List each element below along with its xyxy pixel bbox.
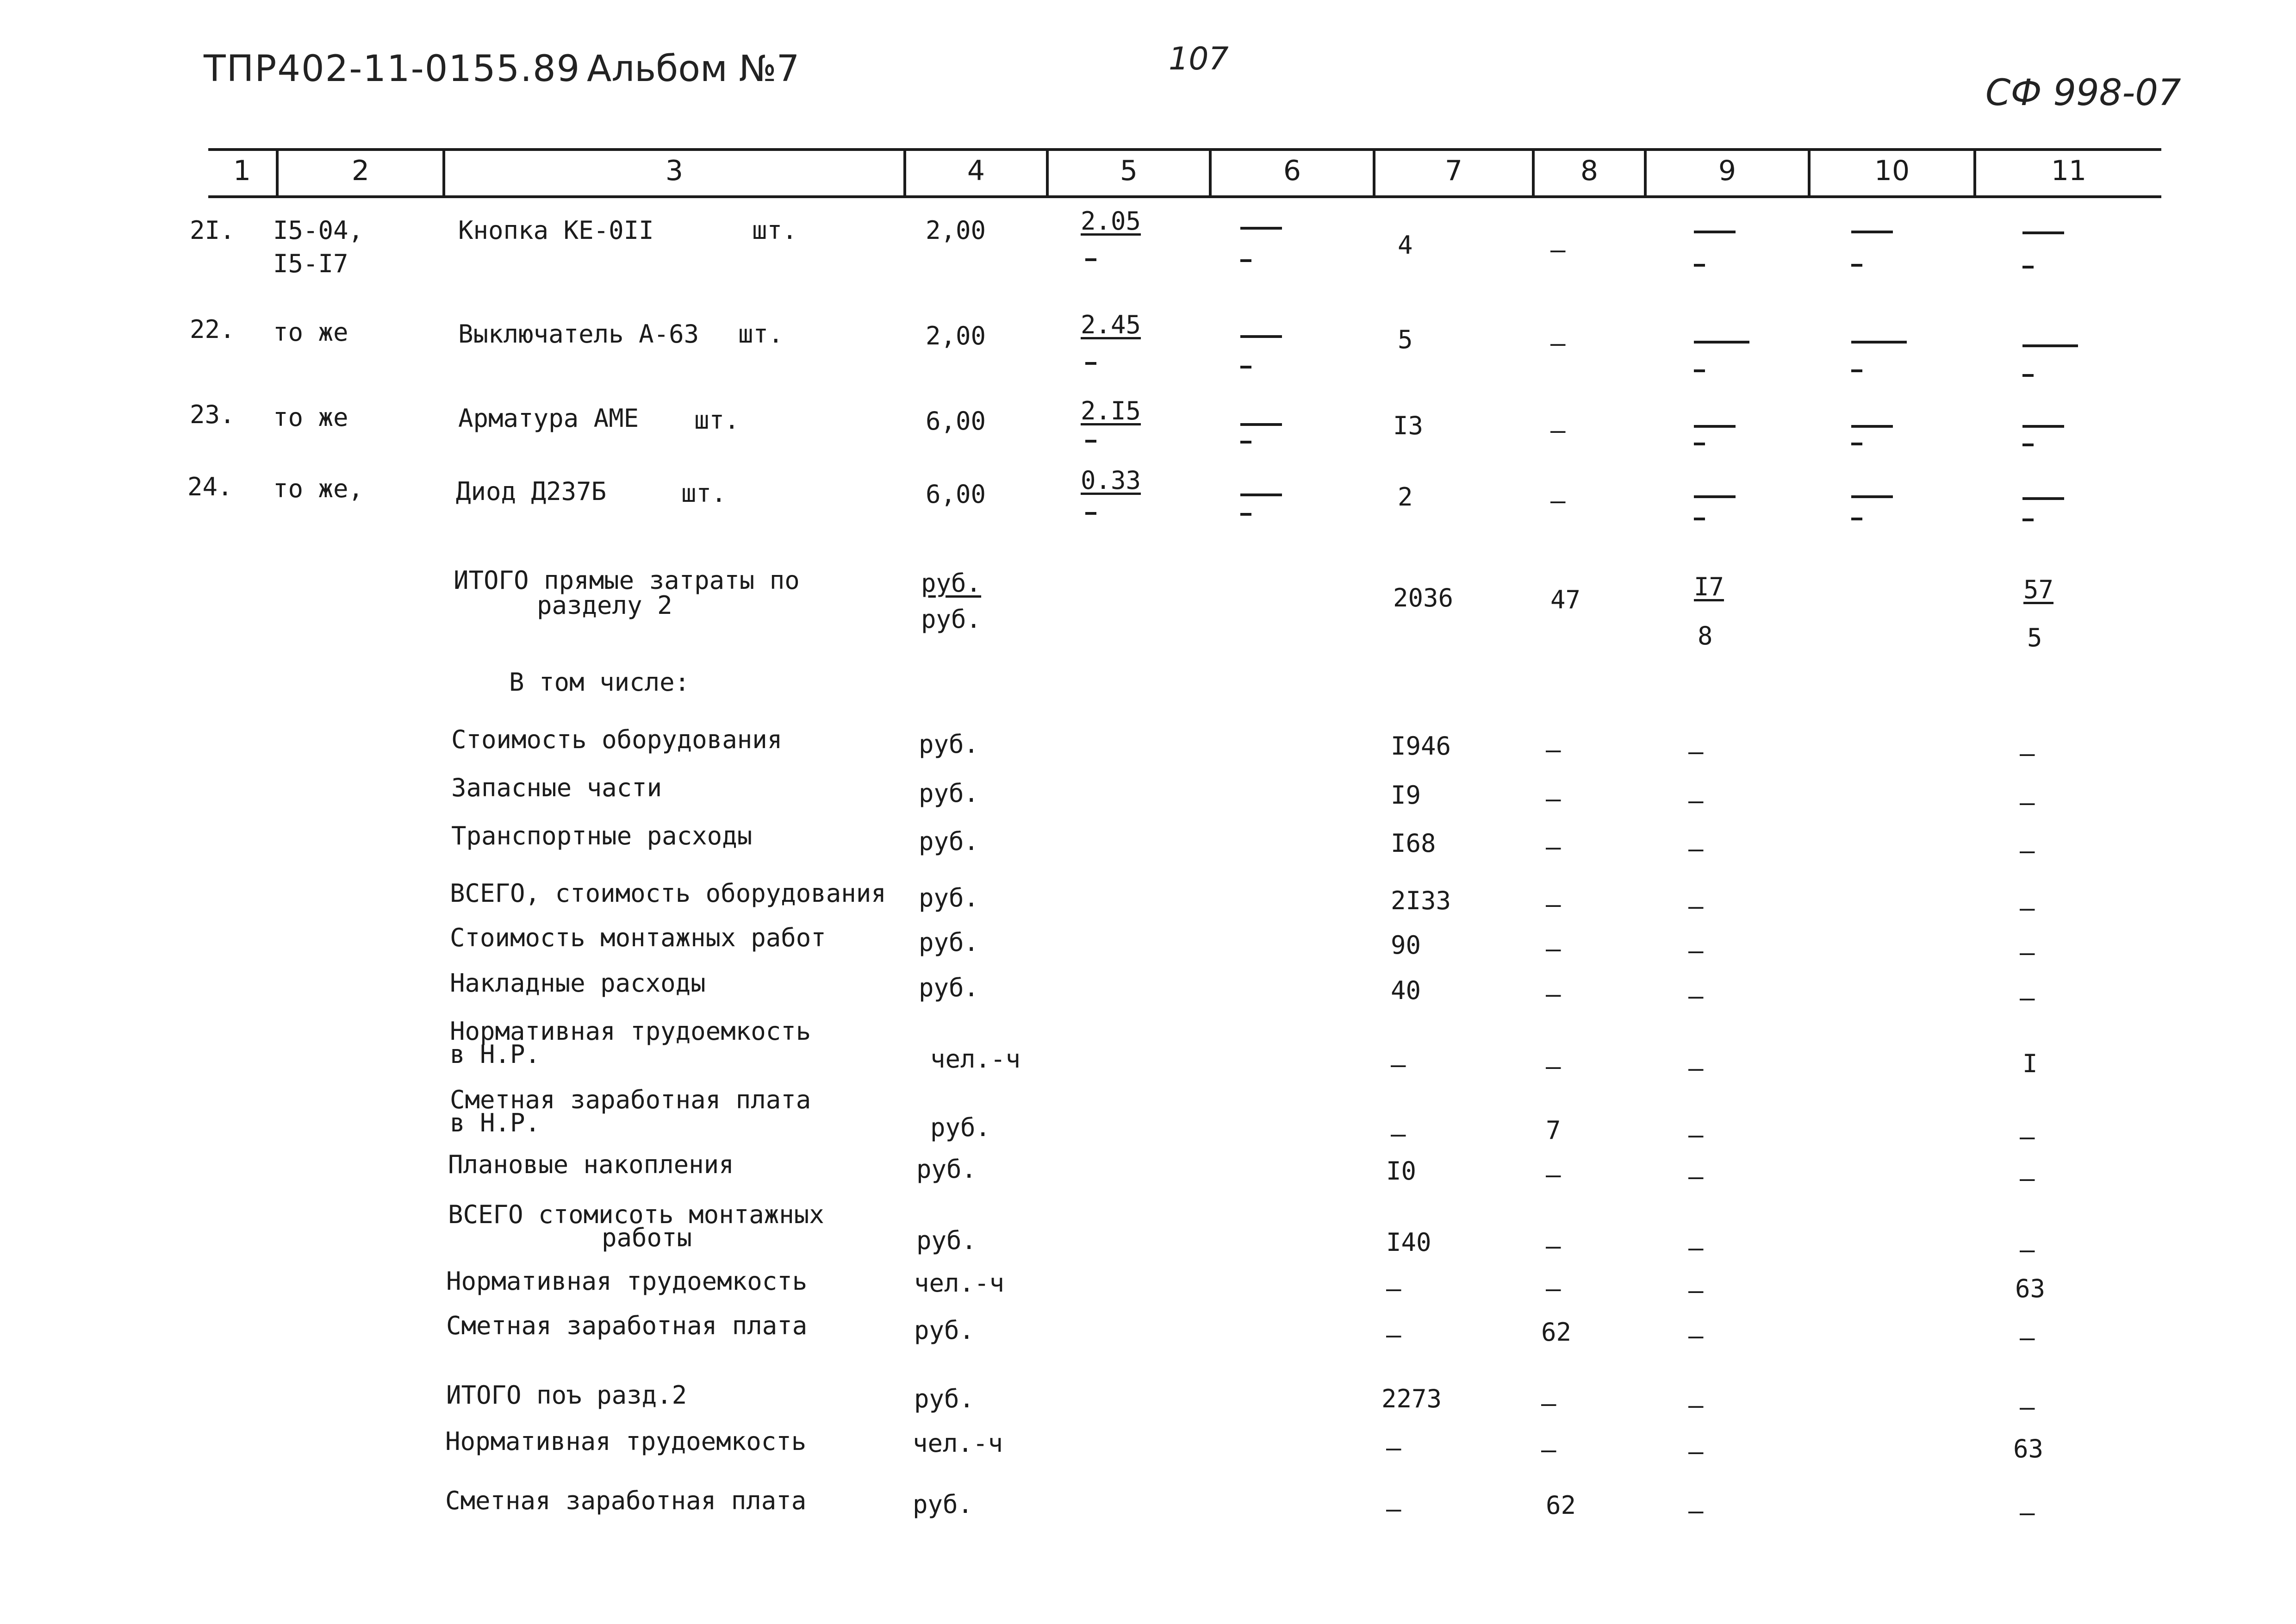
summary-col9: – [1688,1496,1704,1525]
header-bottom-line [208,195,2161,198]
summary-col9: – [1688,1120,1704,1149]
total-col9-top: I7 [1694,572,1724,601]
summary-label-2: в Н.Р. [450,1108,541,1137]
row-col8: – [1550,486,1566,515]
row-name: Кнопка КЕ-0II [458,216,654,245]
summary-label: ВСЕГО стомисоть монтажных [448,1200,824,1229]
row-quantity: 6,00 [926,406,986,436]
row-name: Диод Д237Б [456,477,607,506]
summary-col9: – [1688,936,1704,965]
summary-unit: чел.-ч [914,1268,1005,1298]
summary-label: Нормативная трудоемкость [446,1267,808,1296]
row-col7: 2 [1398,482,1413,512]
summary-col9: – [1688,1162,1704,1191]
summary-col7: I68 [1391,829,1436,858]
summary-col7: 90 [1391,931,1421,960]
summary-unit: руб. [916,1226,977,1255]
total-col8: 47 [1550,585,1581,614]
summary-col8: – [1546,1160,1561,1189]
summary-label: Сметная заработная плата [446,1311,808,1340]
row-code: то же [273,318,348,347]
summary-label: Плановые накопления [448,1150,734,1179]
summary-col8: – [1546,832,1561,862]
summary-col11: – [2020,1323,2035,1352]
column-number: 2 [351,155,370,187]
summary-label: Нормативная трудоемкость [450,1017,811,1046]
summary-label-2: в Н.Р. [450,1040,541,1069]
summary-col8: – [1546,1231,1561,1261]
summary-col7: – [1386,1274,1401,1303]
summary-col9: – [1688,1391,1704,1420]
summary-unit: руб. [919,973,979,1002]
summary-col11: I [2022,1049,2038,1078]
summary-label: Запасные части [451,773,662,802]
row-name: Выключатель А-63 [458,319,699,349]
summary-col11: – [2020,788,2035,817]
summary-col9: – [1688,892,1704,921]
column-number: 9 [1718,155,1736,187]
summary-label: Сметная заработная плата [450,1085,811,1114]
row-quantity: 2,00 [926,321,986,350]
header-top-line [208,148,2161,151]
row-code: I5-04, [273,216,364,245]
sheet-reference: СФ 998-07 [1985,72,2181,114]
total-col11-top: 57 [2023,575,2054,604]
summary-col7: – [1386,1433,1401,1462]
summary-col9: – [1688,1054,1704,1083]
total-unit-2: руб. [921,605,982,634]
summary-col9: – [1688,1276,1704,1305]
column-number: 11 [2051,155,2087,187]
row-price: 0.33 [1081,466,1141,495]
summary-col8: 62 [1546,1491,1576,1520]
summary-col8: – [1546,934,1561,963]
column-number: 8 [1580,155,1599,187]
row-col8: – [1550,235,1566,264]
row-price: 2.45 [1081,310,1141,339]
row-col7: I3 [1393,411,1424,440]
row-code-2: I5-I7 [273,249,348,278]
summary-col9: – [1688,786,1704,815]
summary-label: Стоимость оборудования [451,725,783,754]
summary-col11: – [2020,1393,2035,1422]
total-col11-bottom: 5 [2027,623,2042,652]
row-col8: – [1550,329,1566,358]
summary-unit: руб. [914,1316,975,1345]
summary-col7: 2I33 [1391,886,1451,915]
summary-unit: чел.-ч [913,1429,1003,1458]
summary-unit: руб. [919,827,979,856]
column-number: 6 [1283,155,1301,187]
summary-col11: – [2020,1164,2035,1193]
total-label: ИТОГО прямые затраты по [454,566,800,595]
total-label-2: разделу 2 [537,591,672,620]
summary-col9: – [1688,1233,1704,1262]
summary-col7: – [1386,1494,1401,1524]
summary-col7: – [1391,1050,1406,1079]
summary-col8: – [1546,784,1561,813]
summary-unit: руб. [914,1384,975,1413]
summary-col8: 62 [1541,1318,1572,1347]
row-number: 2I. [190,216,235,245]
summary-col7: 2273 [1381,1384,1442,1413]
total-col9-bottom: 8 [1698,621,1713,650]
summary-col11: – [2020,836,2035,865]
row-number: 22. [190,315,235,344]
summary-label: Сметная заработная плата [445,1486,807,1515]
summary-unit: руб. [916,1155,977,1184]
summary-unit: руб. [919,928,979,957]
row-col7: 5 [1398,325,1413,354]
column-number: 7 [1444,155,1463,187]
row-number: 23. [190,400,235,429]
summary-col8: – [1546,890,1561,919]
summary-col8: – [1541,1435,1556,1464]
row-price: 2.I5 [1081,396,1141,425]
including-label: В том числе: [509,668,690,697]
summary-col8: – [1546,980,1561,1009]
summary-col11: – [2020,1235,2035,1264]
row-price: 2.05 [1081,206,1141,236]
row-quantity: 2,00 [926,216,986,245]
summary-label: ИТОГО поъ разд.2 [446,1380,687,1410]
row-col8: – [1550,416,1566,445]
row-quantity: 6,00 [926,480,986,509]
summary-col7: I0 [1386,1156,1417,1186]
document-code: ТПР402-11-0155.89 [204,48,581,90]
summary-col7: I946 [1391,731,1451,761]
summary-label: Нормативная трудоемкость [445,1427,807,1456]
page-number: 107 [1169,41,1229,77]
summary-col7: 40 [1391,976,1421,1005]
summary-col8: – [1546,735,1561,764]
summary-label: ВСЕГО, стоимость оборудования [450,879,886,908]
summary-col7: I9 [1391,781,1421,810]
summary-col11: – [2020,893,2035,923]
summary-col11: – [2020,983,2035,1012]
row-code: то же [273,403,348,432]
summary-col9: – [1688,1437,1704,1466]
row-name: Арматура АМЕ [458,404,639,433]
column-number: 5 [1120,155,1138,187]
summary-col11: – [2020,938,2035,967]
summary-unit: руб. [919,730,979,759]
column-number: 1 [233,155,251,187]
column-number: 3 [665,155,684,187]
summary-col7: – [1391,1119,1406,1149]
album-number: Альбом №7 [587,48,800,90]
summary-col8: – [1546,1052,1561,1081]
summary-col8: – [1541,1389,1556,1418]
summary-col11: – [2020,739,2035,768]
summary-col9: – [1688,834,1704,863]
row-unit: шт. [681,479,727,508]
summary-col9: – [1688,737,1704,766]
summary-label: Транспортные расходы [451,821,753,850]
summary-col8: 7 [1546,1116,1561,1145]
summary-col7: I40 [1386,1228,1431,1257]
total-unit: руб. [921,568,982,598]
summary-col11: 63 [2013,1434,2044,1463]
summary-col7: – [1386,1320,1401,1349]
summary-label: Накладные расходы [450,968,706,998]
summary-unit: руб. [930,1113,991,1142]
summary-col9: – [1688,981,1704,1011]
summary-label: Стоимость монтажных работ [450,923,826,952]
summary-col11: – [2020,1122,2035,1151]
summary-label-2: работы [602,1223,692,1252]
summary-unit: чел.-ч [930,1044,1021,1074]
summary-unit: руб. [913,1490,973,1519]
summary-unit: руб. [919,883,979,912]
column-number: 10 [1874,155,1910,187]
summary-col11: 63 [2015,1274,2046,1303]
summary-col8: – [1546,1274,1561,1303]
row-unit: шт. [752,216,797,245]
row-unit: шт. [738,319,784,349]
row-unit: шт. [694,406,740,435]
summary-col11: – [2020,1498,2035,1527]
row-col7: 4 [1398,231,1413,260]
row-code: то же, [273,474,364,503]
column-number: 4 [967,155,985,187]
summary-col9: – [1688,1321,1704,1350]
row-number: 24. [187,472,233,501]
summary-unit: руб. [919,779,979,808]
total-col7: 2036 [1393,583,1454,612]
